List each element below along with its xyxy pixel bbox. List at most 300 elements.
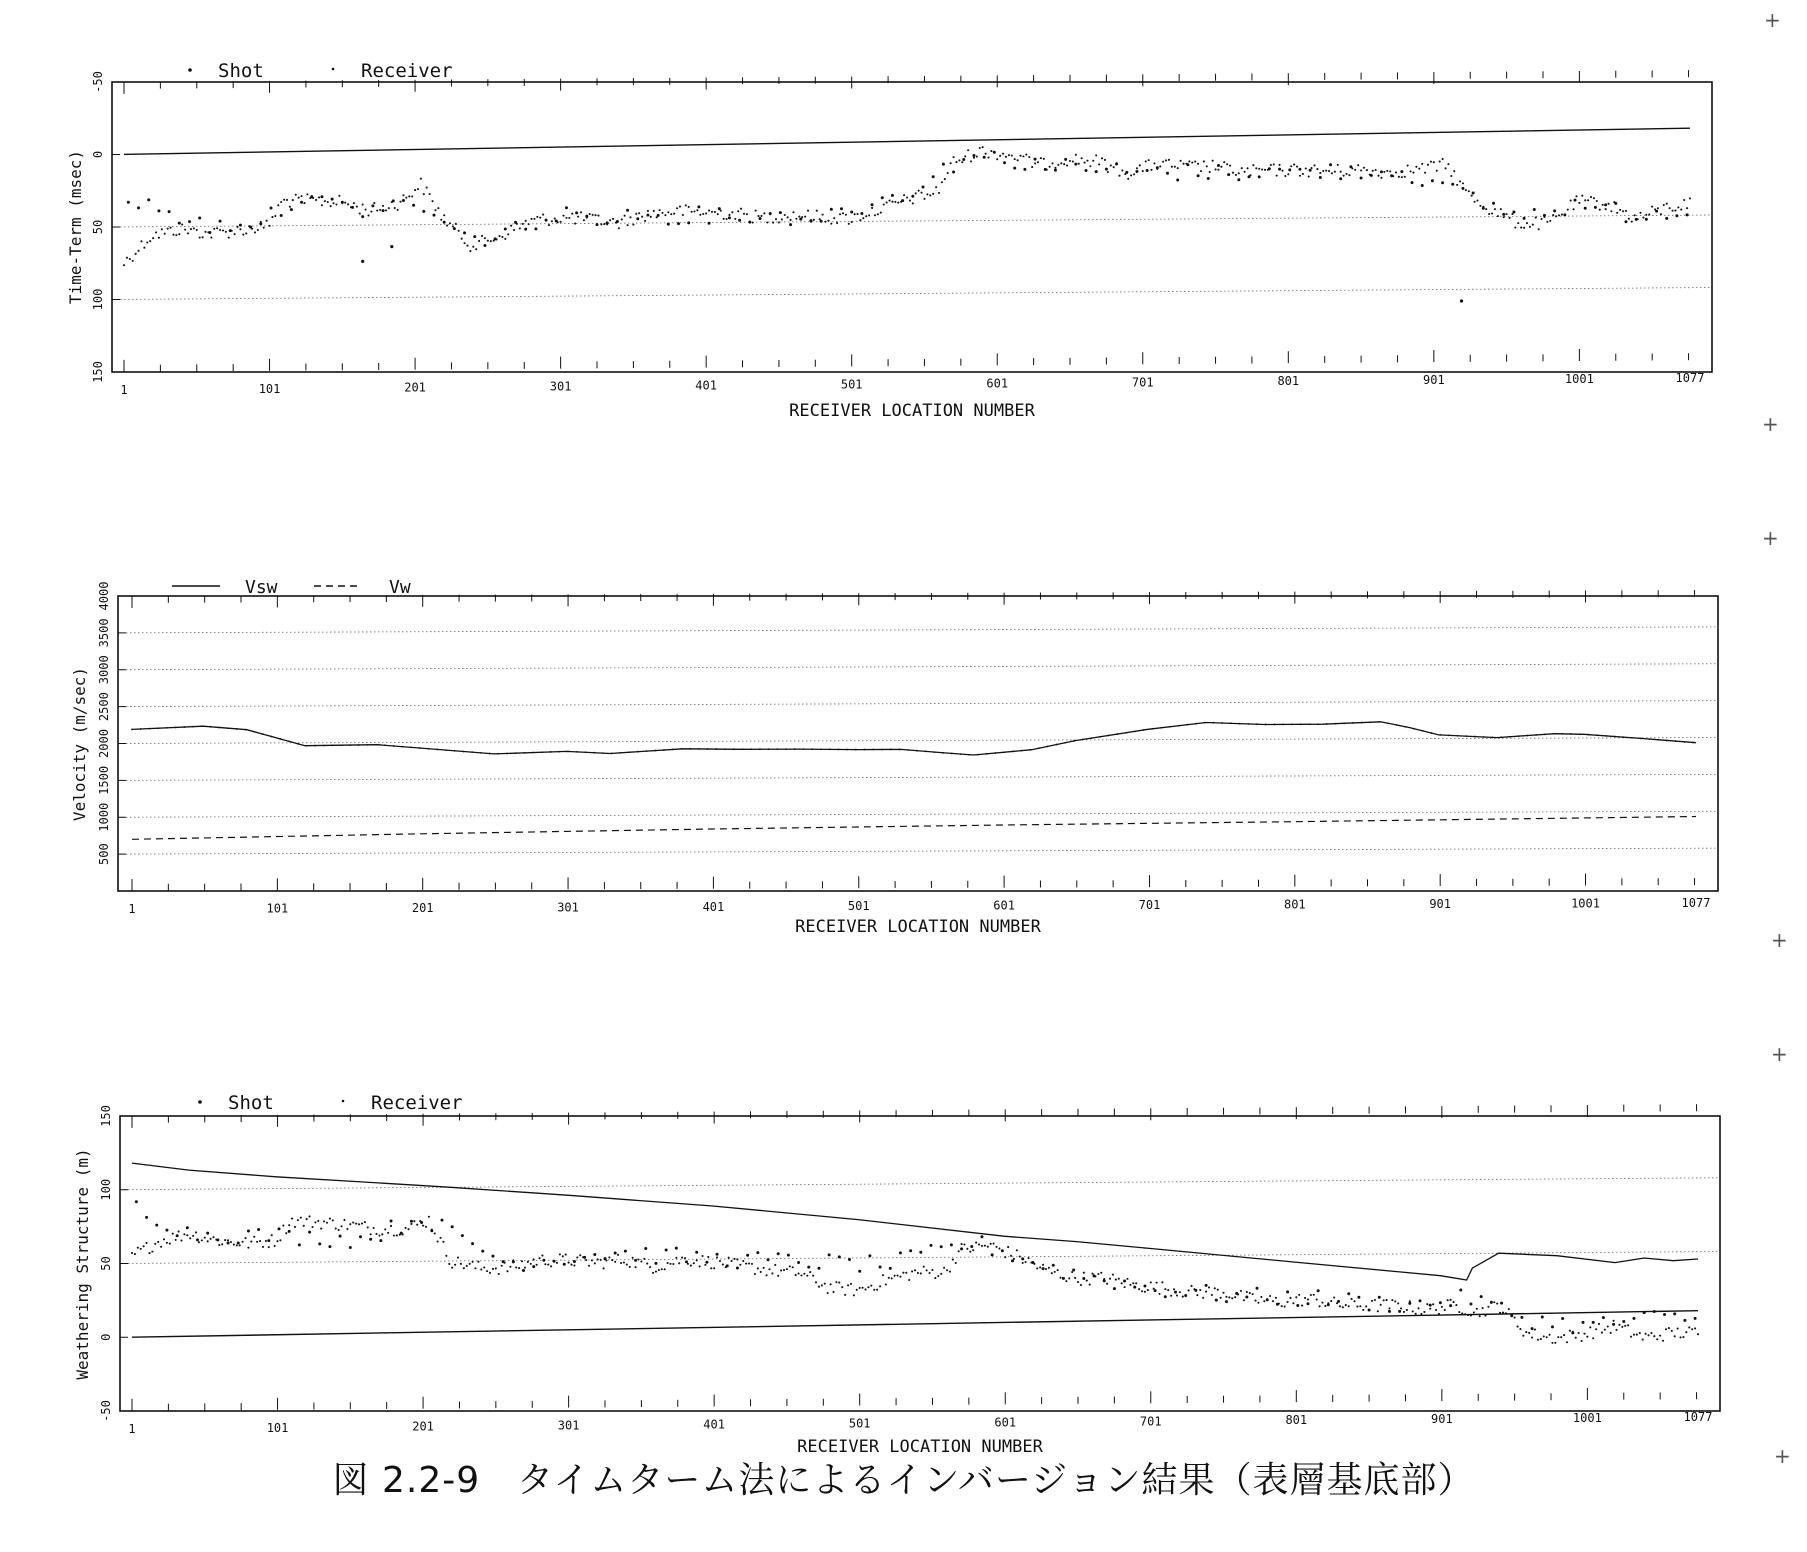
receiver-point bbox=[1356, 1306, 1358, 1308]
receiver-point bbox=[609, 219, 611, 221]
receiver-point bbox=[841, 1286, 843, 1288]
shot-point bbox=[308, 1231, 311, 1234]
receiver-point bbox=[478, 240, 480, 242]
x-tick-label: 901 bbox=[1429, 897, 1452, 912]
shot-point bbox=[196, 1238, 199, 1241]
grid-lines bbox=[112, 215, 1712, 300]
data-point bbox=[942, 752, 944, 754]
shot-point bbox=[585, 215, 588, 218]
receiver-point bbox=[570, 1264, 572, 1266]
receiver-point bbox=[585, 1259, 587, 1261]
receiver-point bbox=[763, 1267, 765, 1269]
x-tick-label: 801 bbox=[1277, 374, 1300, 389]
data-point bbox=[907, 749, 909, 751]
receiver-point bbox=[1158, 1293, 1160, 1295]
shot-point bbox=[677, 222, 680, 225]
data-point bbox=[410, 746, 412, 748]
shot-point bbox=[1663, 1313, 1666, 1316]
receiver-point bbox=[1689, 197, 1691, 199]
receiver-point bbox=[798, 216, 800, 218]
data-point bbox=[916, 750, 918, 752]
receiver-point bbox=[1685, 1331, 1687, 1333]
receiver-point bbox=[362, 203, 364, 205]
plot-frame bbox=[118, 596, 1718, 891]
grid-line bbox=[112, 215, 1712, 227]
receiver-point bbox=[699, 214, 701, 216]
x-tick-label: 601 bbox=[986, 376, 1009, 391]
shot-point bbox=[1156, 166, 1159, 169]
receiver-point bbox=[1084, 162, 1086, 164]
x-tick-label: 301 bbox=[557, 1418, 580, 1433]
x-tick-label: 901 bbox=[1431, 1412, 1453, 1427]
data-point bbox=[1003, 751, 1005, 753]
shot-point bbox=[1166, 172, 1169, 175]
shot-point bbox=[991, 1253, 994, 1256]
receiver-point bbox=[480, 1268, 482, 1270]
shot-point bbox=[942, 163, 945, 166]
receiver-point bbox=[1121, 1282, 1123, 1284]
shot-point bbox=[178, 222, 181, 225]
data-point bbox=[1570, 733, 1572, 735]
receiver-point bbox=[1391, 1299, 1393, 1301]
data-point bbox=[698, 748, 700, 750]
receiver-point bbox=[410, 1223, 412, 1225]
data-point bbox=[288, 740, 290, 742]
y-axis-label: Weathering Structure (m) bbox=[73, 1148, 92, 1380]
data-point bbox=[1448, 734, 1450, 736]
data-point bbox=[1099, 736, 1101, 738]
data-point bbox=[131, 729, 133, 731]
receiver-point bbox=[786, 1268, 788, 1270]
shot-point bbox=[471, 1242, 474, 1245]
receiver-point bbox=[576, 1256, 578, 1258]
receiver-point bbox=[1520, 227, 1522, 229]
receiver-point bbox=[1630, 1336, 1632, 1338]
shot-point bbox=[361, 215, 364, 218]
data-point bbox=[1151, 728, 1153, 730]
receiver-point bbox=[621, 218, 623, 220]
shot-point bbox=[716, 1253, 719, 1256]
data-point bbox=[1431, 732, 1433, 734]
receiver-point bbox=[568, 217, 570, 219]
shot-point bbox=[1207, 177, 1210, 180]
receiver-point bbox=[646, 1263, 648, 1265]
receiver-point bbox=[1136, 167, 1138, 169]
receiver-point bbox=[1566, 1341, 1568, 1343]
data-point bbox=[401, 746, 403, 748]
shot-point bbox=[1553, 209, 1556, 212]
shot-point bbox=[563, 1263, 566, 1266]
receiver-point bbox=[1109, 1278, 1111, 1280]
receiver-point bbox=[148, 1252, 150, 1254]
shot-point bbox=[1309, 169, 1312, 172]
shot-point bbox=[453, 227, 456, 230]
data-point bbox=[1317, 723, 1319, 725]
receiver-point bbox=[1691, 1328, 1693, 1330]
receiver-point bbox=[1144, 1291, 1146, 1293]
shot-point bbox=[1135, 170, 1138, 173]
receiver-point bbox=[672, 1263, 674, 1265]
receiver-point bbox=[731, 211, 733, 213]
shot-point bbox=[1612, 1323, 1615, 1326]
data-point bbox=[1588, 734, 1590, 736]
receiver-point bbox=[638, 212, 640, 214]
data-point bbox=[1404, 726, 1406, 728]
receiver-point bbox=[510, 225, 512, 227]
receiver-point bbox=[1121, 169, 1123, 171]
data-point bbox=[375, 744, 377, 746]
receiver-point bbox=[140, 1248, 142, 1250]
receiver-point bbox=[771, 1272, 773, 1274]
data-point bbox=[524, 752, 526, 754]
receiver-point bbox=[1493, 1301, 1495, 1303]
receiver-point bbox=[422, 1225, 424, 1227]
shot-point bbox=[960, 1247, 963, 1250]
receiver-point bbox=[253, 1236, 255, 1238]
receiver-point bbox=[134, 1253, 136, 1255]
receiver-point bbox=[1538, 228, 1540, 230]
data-point bbox=[785, 748, 787, 750]
receiver-point bbox=[690, 1265, 692, 1267]
receiver-point bbox=[149, 240, 151, 242]
receiver-point bbox=[1648, 213, 1650, 215]
receiver-point bbox=[204, 1237, 206, 1239]
receiver-point bbox=[560, 221, 562, 223]
receiver-point bbox=[864, 1288, 866, 1290]
receiver-point bbox=[550, 1265, 552, 1267]
receiver-point bbox=[548, 224, 550, 226]
receiver-point bbox=[1039, 1266, 1041, 1268]
receiver-point bbox=[1552, 214, 1554, 216]
receiver-point bbox=[921, 192, 923, 194]
receiver-point bbox=[1025, 1261, 1027, 1263]
data-point bbox=[933, 751, 935, 753]
data-point bbox=[585, 751, 587, 753]
receiver-point bbox=[1034, 162, 1036, 164]
shot-point bbox=[430, 1229, 433, 1232]
data-point bbox=[358, 744, 360, 746]
receiver-point bbox=[1092, 160, 1094, 162]
y-tick-label: -50 bbox=[99, 1400, 113, 1422]
shot-point bbox=[1023, 168, 1026, 171]
receiver-point bbox=[551, 220, 553, 222]
receiver-point bbox=[629, 1266, 631, 1268]
receiver-point bbox=[343, 1219, 345, 1221]
receiver-point bbox=[1319, 172, 1321, 174]
receiver-point bbox=[1430, 161, 1432, 163]
receiver-point bbox=[528, 223, 530, 225]
receiver-point bbox=[602, 1267, 604, 1269]
data-point bbox=[968, 754, 970, 756]
receiver-point bbox=[283, 199, 285, 201]
shot-point bbox=[1123, 1280, 1126, 1283]
receiver-point bbox=[963, 1243, 965, 1245]
receiver-point bbox=[242, 234, 244, 236]
data-point bbox=[1413, 728, 1415, 730]
receiver-point bbox=[807, 210, 809, 212]
receiver-point bbox=[1383, 171, 1385, 173]
shot-point bbox=[1472, 192, 1475, 195]
shot-point bbox=[850, 210, 853, 213]
receiver-point bbox=[434, 1232, 436, 1234]
receiver-point bbox=[1578, 1332, 1580, 1334]
shot-point bbox=[932, 175, 935, 178]
shot-point bbox=[198, 217, 201, 220]
receiver-point bbox=[204, 231, 206, 233]
receiver-point bbox=[681, 1256, 683, 1258]
data-point bbox=[1221, 722, 1223, 724]
receiver-point bbox=[1220, 166, 1222, 168]
receiver-point bbox=[210, 236, 212, 238]
shot-point bbox=[432, 214, 435, 217]
shot-point bbox=[797, 1261, 800, 1264]
receiver-point bbox=[976, 156, 978, 158]
shot-point bbox=[634, 1259, 637, 1262]
receiver-point bbox=[224, 1239, 226, 1241]
data-point bbox=[1370, 721, 1372, 723]
receiver-point bbox=[629, 216, 631, 218]
data-point bbox=[1483, 736, 1485, 738]
shot-point bbox=[1339, 177, 1342, 180]
receiver-point bbox=[402, 194, 404, 196]
receiver-point bbox=[394, 207, 396, 209]
shot-point bbox=[1298, 168, 1301, 171]
receiver-point bbox=[1525, 1331, 1527, 1333]
receiver-point bbox=[1069, 160, 1071, 162]
receiver-point bbox=[1086, 160, 1088, 162]
receiver-point bbox=[1040, 157, 1042, 159]
legend bbox=[172, 577, 411, 598]
data-point bbox=[1544, 733, 1546, 735]
receiver-point bbox=[1383, 1299, 1385, 1301]
receiver-point bbox=[620, 1262, 622, 1264]
shot-point bbox=[1512, 211, 1515, 214]
data-point bbox=[1535, 734, 1537, 736]
data-point bbox=[227, 727, 229, 729]
receiver-point bbox=[1241, 167, 1243, 169]
receiver-point bbox=[1296, 166, 1298, 168]
receiver-point bbox=[1243, 1299, 1245, 1301]
legend-receiver-marker bbox=[342, 1100, 345, 1103]
shot-point bbox=[1327, 1303, 1330, 1306]
receiver-point bbox=[1551, 1342, 1553, 1344]
grid-lines bbox=[120, 1178, 1720, 1264]
x-tick-label: 1 bbox=[128, 901, 136, 916]
receiver-point bbox=[1619, 209, 1621, 211]
receiver-point bbox=[301, 195, 303, 197]
shot-point bbox=[697, 205, 700, 208]
receiver-point bbox=[1476, 199, 1478, 201]
receiver-point bbox=[300, 1217, 302, 1219]
receiver-point bbox=[736, 1258, 738, 1260]
x-tick-label: 201 bbox=[412, 1419, 434, 1434]
data-point bbox=[646, 750, 648, 752]
receiver-point bbox=[1677, 1327, 1679, 1329]
shot-point bbox=[361, 260, 364, 263]
shot-point bbox=[400, 1232, 403, 1235]
receiver-point bbox=[1642, 1339, 1644, 1341]
shot-point bbox=[1235, 1292, 1238, 1295]
receiver-point bbox=[1049, 166, 1051, 168]
data-point bbox=[567, 751, 569, 753]
shot-point bbox=[1064, 158, 1067, 161]
shot-point bbox=[644, 1247, 647, 1250]
receiver-point bbox=[1004, 1256, 1006, 1258]
data-point bbox=[1073, 740, 1075, 742]
receiver-point bbox=[568, 1262, 570, 1264]
receiver-point bbox=[157, 1241, 159, 1243]
data-point bbox=[558, 751, 560, 753]
receiver-point bbox=[653, 210, 655, 212]
receiver-point bbox=[1328, 170, 1330, 172]
receiver-point bbox=[667, 1262, 669, 1264]
receiver-point bbox=[780, 1269, 782, 1271]
data-point bbox=[332, 744, 334, 746]
shot-point bbox=[1510, 1314, 1513, 1317]
tick-marks bbox=[91, 70, 1704, 397]
receiver-point bbox=[1139, 164, 1141, 166]
receiver-point bbox=[1679, 1336, 1681, 1338]
shot-point bbox=[227, 1241, 230, 1244]
receiver-point bbox=[178, 233, 180, 235]
data-point bbox=[1108, 735, 1110, 737]
receiver-point bbox=[1197, 163, 1199, 165]
shot-point bbox=[1370, 174, 1373, 177]
shot-point bbox=[491, 1255, 494, 1258]
receiver-point bbox=[888, 200, 890, 202]
receiver-point bbox=[850, 1283, 852, 1285]
legend bbox=[188, 60, 452, 82]
data-point bbox=[445, 749, 447, 751]
shot-point bbox=[1278, 168, 1281, 171]
receiver-point bbox=[1168, 159, 1170, 161]
receiver-point bbox=[1407, 164, 1409, 166]
data-point bbox=[951, 753, 953, 755]
receiver-point bbox=[228, 237, 230, 239]
receiver-point bbox=[1203, 160, 1205, 162]
receiver-point bbox=[1429, 1308, 1431, 1310]
data-point bbox=[210, 726, 212, 728]
receiver-point bbox=[929, 1272, 931, 1274]
receiver-point bbox=[1474, 201, 1476, 203]
receiver-point bbox=[1252, 1293, 1254, 1295]
data-point bbox=[340, 744, 342, 746]
data-point bbox=[1474, 736, 1476, 738]
receiver-point bbox=[1042, 1264, 1044, 1266]
receiver-point bbox=[1645, 1333, 1647, 1335]
shot-point bbox=[820, 220, 823, 223]
receiver-point bbox=[632, 224, 634, 226]
receiver-point bbox=[193, 227, 195, 229]
data-point bbox=[1125, 732, 1127, 734]
receiver-point bbox=[1639, 1332, 1641, 1334]
receiver-point bbox=[658, 1269, 660, 1271]
legend-receiver-marker bbox=[332, 68, 335, 71]
shot-point bbox=[1673, 1312, 1676, 1315]
x-axis-label: RECEIVER LOCATION NUMBER bbox=[795, 917, 1041, 937]
receiver-point bbox=[1575, 1337, 1577, 1339]
receiver-point bbox=[984, 1245, 986, 1247]
receiver-point bbox=[1129, 1284, 1131, 1286]
data-point bbox=[1500, 736, 1502, 738]
data-point bbox=[1038, 747, 1040, 749]
shot-point bbox=[840, 207, 843, 210]
receiver-point bbox=[1625, 210, 1627, 212]
receiver-point bbox=[1601, 1332, 1603, 1334]
x-tick-label: 501 bbox=[847, 899, 870, 914]
crop-mark: + bbox=[1762, 412, 1779, 436]
shot-point bbox=[1492, 202, 1495, 205]
receiver-point bbox=[1573, 208, 1575, 210]
receiver-point bbox=[1400, 1307, 1402, 1309]
receiver-point bbox=[247, 1247, 249, 1249]
data-point bbox=[1160, 727, 1162, 729]
shot-point bbox=[596, 223, 599, 226]
shot-point bbox=[1054, 169, 1057, 172]
data-point bbox=[1204, 722, 1206, 724]
receiver-point bbox=[1083, 1272, 1085, 1274]
receiver-point bbox=[189, 1237, 191, 1239]
receiver-point bbox=[132, 260, 134, 262]
receiver-point bbox=[1340, 171, 1342, 173]
shot-point bbox=[748, 221, 751, 224]
data-point bbox=[619, 752, 621, 754]
receiver-point bbox=[1057, 164, 1059, 166]
receiver-point bbox=[1535, 217, 1537, 219]
shot-point bbox=[1357, 1296, 1360, 1299]
receiver-point bbox=[1008, 154, 1010, 156]
receiver-point bbox=[1424, 172, 1426, 174]
y-tick-label: 3500 bbox=[97, 618, 111, 648]
x-tick-label: 1001 bbox=[1572, 1410, 1602, 1425]
receiver-point bbox=[1372, 170, 1374, 172]
receiver-point bbox=[795, 218, 797, 220]
receiver-point bbox=[708, 210, 710, 212]
receiver-point bbox=[1636, 1334, 1638, 1336]
shot-point bbox=[708, 222, 711, 225]
receiver-point bbox=[1671, 210, 1673, 212]
receiver-point bbox=[877, 213, 879, 215]
receiver-point bbox=[775, 218, 777, 220]
receiver-point bbox=[1697, 1333, 1699, 1335]
receiver-point bbox=[766, 1274, 768, 1276]
shot-point bbox=[950, 1243, 953, 1246]
shot-point bbox=[1614, 202, 1617, 205]
y-tick-label: 1500 bbox=[97, 765, 111, 795]
shot-point bbox=[911, 195, 914, 198]
receiver-point bbox=[632, 1257, 634, 1259]
shot-point bbox=[1400, 170, 1403, 173]
receiver-point bbox=[183, 1233, 185, 1235]
receiver-point bbox=[458, 230, 460, 232]
shot-point bbox=[1561, 1317, 1564, 1320]
shot-point bbox=[147, 198, 150, 201]
receiver-point bbox=[268, 225, 270, 227]
shot-point bbox=[1286, 1290, 1289, 1293]
data-point bbox=[1012, 751, 1014, 753]
receiver-point bbox=[1316, 168, 1318, 170]
shot-point bbox=[1349, 165, 1352, 168]
shot-point bbox=[1469, 1303, 1472, 1306]
receiver-point bbox=[1593, 197, 1595, 199]
data-point bbox=[733, 748, 735, 750]
shot-point bbox=[1227, 173, 1230, 176]
shot-point bbox=[247, 1229, 250, 1232]
data-point bbox=[515, 752, 517, 754]
receiver-point bbox=[1586, 1336, 1588, 1338]
receiver-point bbox=[1459, 180, 1461, 182]
receiver-point bbox=[728, 214, 730, 216]
